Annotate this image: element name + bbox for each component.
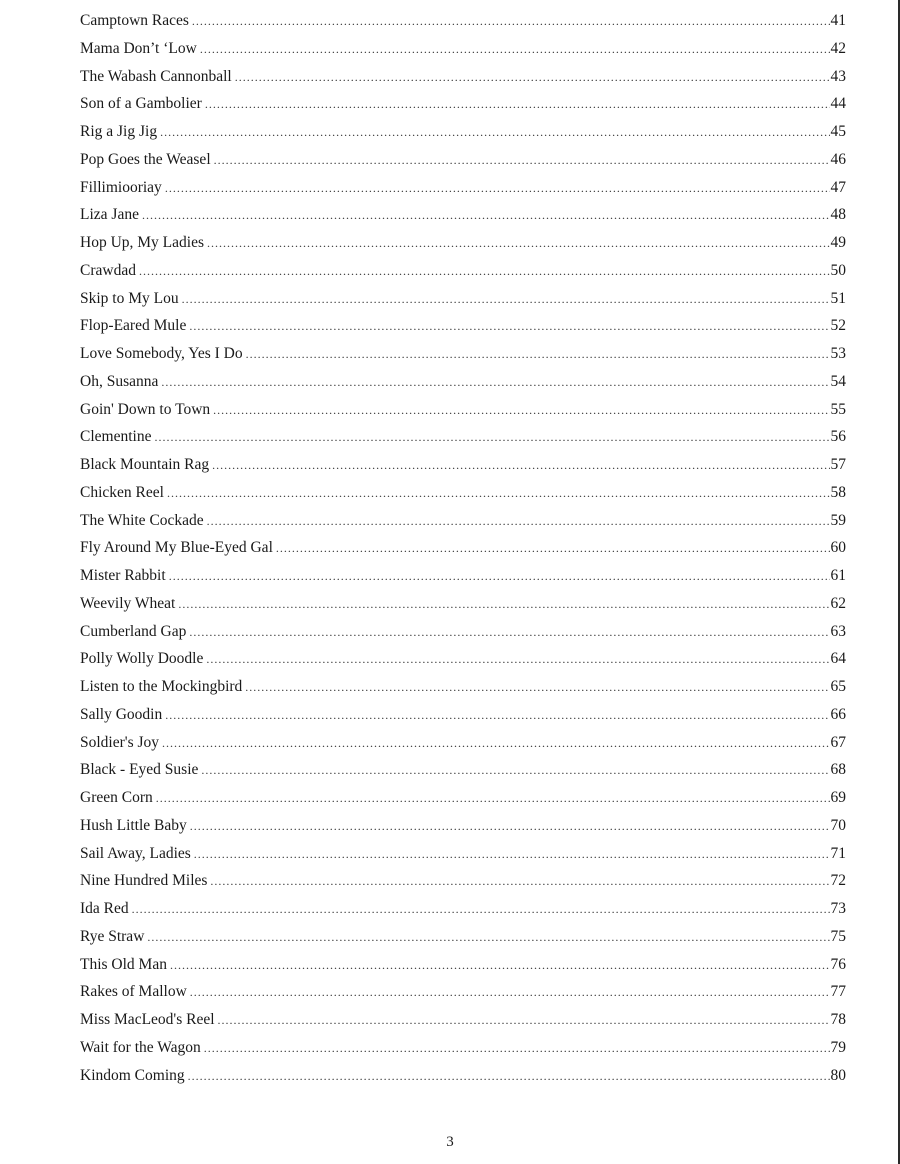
toc-entry-title: Son of a Gambolier: [80, 95, 202, 113]
toc-entry: [80, 840, 846, 868]
toc-entry-title: Rakes of Mallow: [80, 983, 187, 1001]
dot-leader: [245, 674, 829, 702]
toc-entry-title: Crawdad: [80, 261, 136, 279]
toc-entry-page: 53: [830, 345, 846, 362]
dot-leader: [160, 119, 829, 147]
dot-leader: [246, 341, 830, 369]
toc-entry-page: 72: [830, 872, 846, 890]
toc-entry: [80, 867, 846, 895]
toc-entry: [80, 756, 846, 784]
toc-entry-page: 68: [830, 761, 846, 779]
toc-entry-title: Soldier's Joy: [80, 733, 160, 751]
toc-entry-page: 43: [830, 67, 846, 85]
toc-entry-page: 79: [830, 1038, 846, 1056]
toc-entry-page: 49: [830, 234, 846, 251]
toc-entry-title: Black Mountain Rag: [80, 456, 210, 473]
toc-entry-page: 52: [830, 317, 846, 335]
toc-entry-title: Cumberland Gap: [80, 622, 187, 640]
toc-entry-page: 47: [830, 178, 846, 196]
toc-entry-page: 66: [830, 705, 846, 723]
toc-entry-page: 73: [830, 900, 846, 917]
toc-entry: [80, 1034, 846, 1062]
toc-entry: [80, 590, 846, 618]
dot-leader: [167, 480, 830, 508]
toc-entry-title: The White Cockade: [80, 511, 204, 529]
dot-leader: [161, 369, 829, 397]
dot-leader: [235, 64, 830, 92]
dot-leader: [205, 91, 830, 119]
toc-entry-page: 65: [830, 678, 846, 695]
page-number: 3: [446, 1134, 454, 1150]
toc-entry-page: 48: [830, 206, 846, 224]
toc-entry: [80, 35, 846, 63]
dot-leader: [165, 702, 829, 730]
dot-leader: [170, 952, 830, 980]
toc-entry-page: 58: [830, 483, 846, 501]
toc-entry-page: 50: [830, 261, 846, 279]
toc-entry: [80, 479, 846, 507]
toc-entry-title: Miss MacLeod's Reel: [80, 1011, 215, 1028]
toc-entry: [80, 618, 846, 646]
toc-entry-title: Weevily Wheat: [80, 594, 176, 612]
toc-entry-title: Liza Jane: [80, 206, 139, 224]
toc-entry: [80, 90, 846, 118]
dot-leader: [132, 896, 830, 924]
toc-entry: [80, 645, 846, 673]
dot-leader: [210, 868, 829, 896]
dot-leader: [190, 813, 830, 841]
toc-entry-title: Skip to My Lou: [80, 289, 179, 307]
toc-entry-page: 71: [830, 844, 846, 862]
toc-entry-title: Hush Little Baby: [80, 816, 187, 834]
toc-entry-page: 57: [830, 456, 846, 473]
toc-entry-title: Kindom Coming: [80, 1066, 185, 1084]
toc-entry: [80, 146, 846, 174]
toc-entry: [80, 257, 846, 285]
toc-entry-page: 56: [830, 428, 846, 446]
toc-entry-title: Chicken Reel: [80, 483, 164, 501]
dot-leader: [200, 36, 830, 64]
dot-leader: [190, 979, 830, 1007]
dot-leader: [162, 730, 829, 758]
toc-entry-title: Listen to the Mockingbird: [80, 678, 243, 695]
dot-leader: [207, 508, 830, 536]
toc-entry-page: 64: [830, 650, 846, 668]
dot-leader: [147, 924, 829, 952]
toc-entry-title: Love Somebody, Yes I Do: [80, 345, 243, 362]
toc-entry: [80, 562, 846, 590]
toc-entry-title: Rig a Jig Jig: [80, 123, 158, 140]
toc-entry: [80, 895, 846, 923]
toc-entry: [80, 534, 846, 562]
toc-entry: [80, 63, 846, 91]
toc-entry-page: 44: [830, 95, 846, 113]
dot-leader: [192, 8, 830, 36]
toc-entry-page: 59: [830, 511, 846, 529]
toc-entry-page: 45: [830, 123, 846, 140]
toc-entry-title: Sally Goodin: [80, 705, 163, 723]
toc-entry: [80, 285, 846, 313]
dot-leader: [165, 175, 830, 203]
toc-entry-title: Clementine: [80, 428, 152, 446]
toc-entry-page: 70: [830, 816, 846, 834]
dot-leader: [178, 591, 829, 619]
toc-entry: [80, 951, 846, 979]
toc-entry: [80, 729, 846, 757]
dot-leader: [194, 841, 830, 869]
toc-entry-title: Fly Around My Blue-Eyed Gal: [80, 539, 273, 557]
toc-entry: [80, 229, 846, 257]
toc-entry: [80, 673, 846, 701]
toc-entry: [80, 7, 846, 35]
toc-entry: [80, 396, 846, 424]
toc-entry-page: 76: [830, 955, 846, 973]
table-of-contents: [80, 7, 846, 1089]
toc-entry-page: 41: [830, 12, 846, 29]
toc-entry-title: Camptown Races: [80, 12, 189, 29]
dot-leader: [207, 230, 830, 258]
toc-entry: [80, 368, 846, 396]
toc-entry-title: Black - Eyed Susie: [80, 761, 199, 779]
dot-leader: [188, 1063, 830, 1091]
toc-entry: [80, 507, 846, 535]
toc-entry-page: 77: [830, 983, 846, 1001]
toc-entry: [80, 201, 846, 229]
dot-leader: [189, 313, 829, 341]
toc-entry-page: 78: [830, 1011, 846, 1028]
dot-leader: [142, 202, 830, 230]
toc-entry-title: Oh, Susanna: [80, 372, 159, 390]
dot-leader: [218, 1007, 830, 1035]
toc-entry: [80, 701, 846, 729]
toc-entry: [80, 423, 846, 451]
toc-entry: [80, 1006, 846, 1034]
dot-leader: [201, 757, 829, 785]
toc-entry-title: Wait for the Wagon: [80, 1038, 201, 1056]
toc-entry: [80, 451, 846, 479]
toc-entry-title: Green Corn: [80, 789, 153, 806]
toc-entry-page: 62: [830, 594, 846, 612]
toc-entry: [80, 340, 846, 368]
dot-leader: [182, 286, 830, 314]
toc-entry-title: Polly Wolly Doodle: [80, 650, 204, 668]
toc-entry-title: Rye Straw: [80, 927, 145, 945]
toc-entry-title: Mister Rabbit: [80, 567, 166, 584]
toc-entry-title: Sail Away, Ladies: [80, 844, 191, 862]
toc-entry-title: Flop-Eared Mule: [80, 317, 187, 335]
toc-entry-title: Mama Don’t ‘Low: [80, 39, 197, 57]
dot-leader: [206, 646, 829, 674]
toc-entry: [80, 784, 846, 812]
toc-entry-page: 61: [830, 567, 846, 584]
toc-entry: [80, 118, 846, 146]
dot-leader: [213, 397, 829, 425]
toc-entry: [80, 1062, 846, 1090]
toc-entry-page: 69: [830, 789, 846, 806]
toc-entry: [80, 812, 846, 840]
toc-entry-page: 80: [830, 1066, 846, 1084]
dot-leader: [204, 1035, 830, 1063]
toc-entry-title: The Wabash Cannonball: [80, 67, 232, 85]
toc-entry-title: Nine Hundred Miles: [80, 872, 208, 890]
dot-leader: [276, 535, 830, 563]
dot-leader: [214, 147, 830, 175]
toc-entry-title: Goin' Down to Town: [80, 400, 211, 418]
toc-entry: [80, 174, 846, 202]
toc-entry-page: 63: [830, 622, 846, 640]
dot-leader: [139, 258, 830, 286]
toc-entry-page: 46: [830, 150, 846, 168]
toc-entry-title: Hop Up, My Ladies: [80, 234, 204, 251]
toc-entry-page: 54: [830, 372, 846, 390]
toc-entry-page: 67: [830, 733, 846, 751]
toc-entry: [80, 312, 846, 340]
toc-entry-page: 75: [830, 927, 846, 945]
toc-entry-title: Pop Goes the Weasel: [80, 150, 211, 168]
toc-entry: [80, 923, 846, 951]
dot-leader: [169, 563, 830, 591]
toc-entry-page: 51: [830, 289, 846, 307]
toc-entry-page: 55: [830, 400, 846, 418]
toc-entry-title: This Old Man: [80, 955, 167, 973]
toc-entry-page: 42: [830, 39, 846, 57]
toc-entry-title: Fillimiooriay: [80, 178, 162, 196]
toc-entry-page: 60: [830, 539, 846, 557]
toc-entry: [80, 978, 846, 1006]
dot-leader: [189, 619, 829, 647]
dot-leader: [212, 452, 829, 480]
toc-entry-title: Ida Red: [80, 900, 129, 917]
dot-leader: [156, 785, 830, 813]
dot-leader: [154, 424, 829, 452]
